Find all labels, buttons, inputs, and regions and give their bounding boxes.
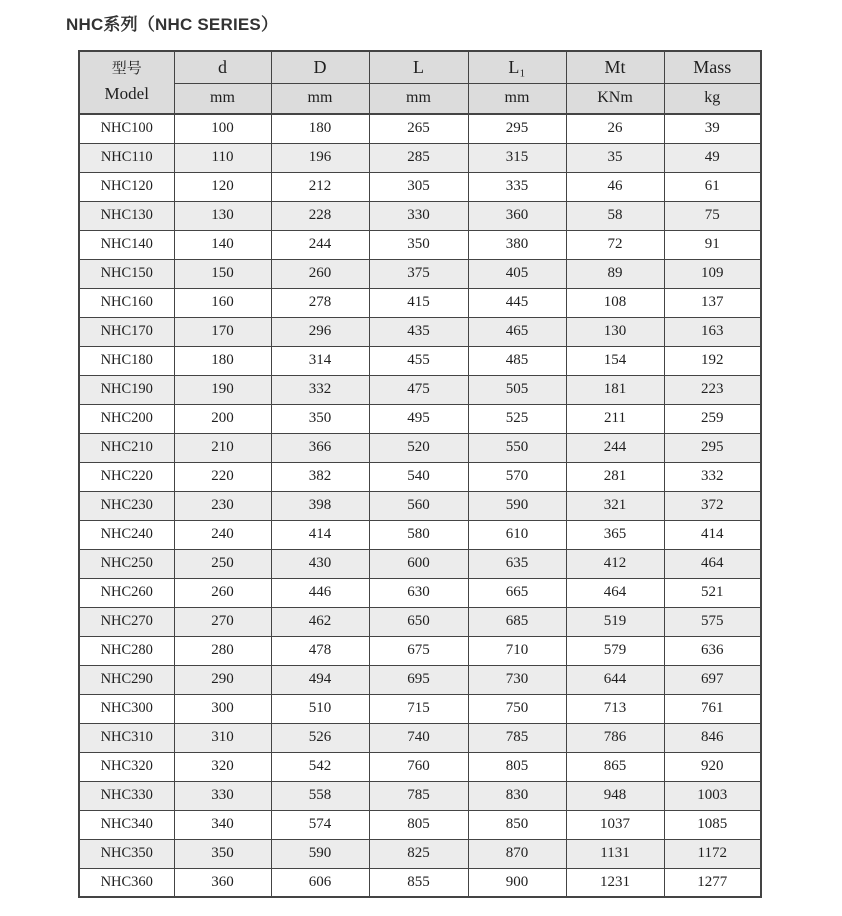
value-cell-D: 510 — [271, 694, 369, 723]
value-cell-D: 366 — [271, 433, 369, 462]
value-cell-L1: 380 — [468, 230, 566, 259]
table-row — [79, 114, 761, 143]
value-cell-Mass: 920 — [664, 752, 761, 781]
table-header — [79, 51, 761, 114]
model-cell: NHC210 — [79, 433, 174, 462]
value-cell-L: 265 — [369, 114, 468, 143]
table-row — [79, 317, 761, 346]
value-cell-d: 110 — [174, 143, 271, 172]
value-cell-L1: 505 — [468, 375, 566, 404]
model-cell: NHC120 — [79, 172, 174, 201]
value-cell-L: 375 — [369, 259, 468, 288]
model-cell: NHC260 — [79, 578, 174, 607]
value-cell-L: 475 — [369, 375, 468, 404]
header-row-units — [79, 83, 761, 114]
value-cell-d: 230 — [174, 491, 271, 520]
model-cell: NHC280 — [79, 636, 174, 665]
value-cell-D: 430 — [271, 549, 369, 578]
column-header-L1: L₁ — [468, 51, 566, 83]
model-cell: NHC140 — [79, 230, 174, 259]
value-cell-d: 350 — [174, 839, 271, 868]
value-cell-Mass: 223 — [664, 375, 761, 404]
value-cell-L: 760 — [369, 752, 468, 781]
model-cell: NHC180 — [79, 346, 174, 375]
value-cell-Mt: 89 — [566, 259, 664, 288]
value-cell-Mt: 412 — [566, 549, 664, 578]
value-cell-Mt: 865 — [566, 752, 664, 781]
value-cell-Mass: 49 — [664, 143, 761, 172]
value-cell-D: 314 — [271, 346, 369, 375]
value-cell-L1: 525 — [468, 404, 566, 433]
model-header-cn: 型号 — [111, 60, 142, 77]
value-cell-L: 650 — [369, 607, 468, 636]
value-cell-L1: 750 — [468, 694, 566, 723]
page-title: NHC系列（NHC SERIES） — [66, 15, 279, 34]
value-cell-L1: 710 — [468, 636, 566, 665]
value-cell-Mt: 181 — [566, 375, 664, 404]
value-cell-Mass: 846 — [664, 723, 761, 752]
unit-header-Mass: kg — [664, 83, 761, 114]
value-cell-D: 446 — [271, 578, 369, 607]
value-cell-Mt: 1131 — [566, 839, 664, 868]
value-cell-L1: 445 — [468, 288, 566, 317]
value-cell-Mass: 163 — [664, 317, 761, 346]
value-cell-Mt: 46 — [566, 172, 664, 201]
model-cell: NHC350 — [79, 839, 174, 868]
value-cell-Mass: 414 — [664, 520, 761, 549]
value-cell-L: 825 — [369, 839, 468, 868]
value-cell-L1: 465 — [468, 317, 566, 346]
value-cell-Mass: 1003 — [664, 781, 761, 810]
model-cell: NHC240 — [79, 520, 174, 549]
value-cell-L1: 830 — [468, 781, 566, 810]
value-cell-D: 180 — [271, 114, 369, 143]
unit-header-L: mm — [369, 83, 468, 114]
value-cell-d: 250 — [174, 549, 271, 578]
value-cell-d: 160 — [174, 288, 271, 317]
value-cell-Mt: 154 — [566, 346, 664, 375]
value-cell-L1: 850 — [468, 810, 566, 839]
model-cell: NHC160 — [79, 288, 174, 317]
value-cell-Mass: 91 — [664, 230, 761, 259]
table-row — [79, 201, 761, 230]
table-row — [79, 143, 761, 172]
table-row — [79, 520, 761, 549]
value-cell-D: 196 — [271, 143, 369, 172]
table-row — [79, 462, 761, 491]
value-cell-L1: 665 — [468, 578, 566, 607]
value-cell-L: 285 — [369, 143, 468, 172]
value-cell-Mass: 75 — [664, 201, 761, 230]
column-header-d: d — [174, 51, 271, 83]
value-cell-D: 462 — [271, 607, 369, 636]
value-cell-D: 296 — [271, 317, 369, 346]
table-row — [79, 723, 761, 752]
value-cell-D: 398 — [271, 491, 369, 520]
value-cell-Mass: 259 — [664, 404, 761, 433]
model-cell: NHC100 — [79, 114, 174, 143]
value-cell-d: 130 — [174, 201, 271, 230]
table-row — [79, 433, 761, 462]
value-cell-d: 320 — [174, 752, 271, 781]
value-cell-Mass: 1085 — [664, 810, 761, 839]
value-cell-D: 526 — [271, 723, 369, 752]
value-cell-L: 715 — [369, 694, 468, 723]
value-cell-Mt: 519 — [566, 607, 664, 636]
value-cell-L: 675 — [369, 636, 468, 665]
value-cell-Mt: 26 — [566, 114, 664, 143]
value-cell-Mt: 1037 — [566, 810, 664, 839]
table-row — [79, 781, 761, 810]
value-cell-L1: 805 — [468, 752, 566, 781]
table-row — [79, 665, 761, 694]
value-cell-d: 200 — [174, 404, 271, 433]
value-cell-d: 340 — [174, 810, 271, 839]
model-cell: NHC290 — [79, 665, 174, 694]
value-cell-L1: 610 — [468, 520, 566, 549]
value-cell-d: 300 — [174, 694, 271, 723]
table-row — [79, 230, 761, 259]
table-row — [79, 810, 761, 839]
value-cell-D: 414 — [271, 520, 369, 549]
value-cell-Mass: 575 — [664, 607, 761, 636]
unit-header-d: mm — [174, 83, 271, 114]
model-cell: NHC340 — [79, 810, 174, 839]
value-cell-d: 180 — [174, 346, 271, 375]
value-cell-d: 310 — [174, 723, 271, 752]
table-row — [79, 491, 761, 520]
table-row — [79, 839, 761, 868]
value-cell-d: 270 — [174, 607, 271, 636]
column-header-Mt: Mt — [566, 51, 664, 83]
value-cell-d: 150 — [174, 259, 271, 288]
value-cell-D: 558 — [271, 781, 369, 810]
value-cell-L: 455 — [369, 346, 468, 375]
value-cell-L1: 900 — [468, 868, 566, 897]
unit-header-D: mm — [271, 83, 369, 114]
model-cell: NHC300 — [79, 694, 174, 723]
value-cell-Mt: 108 — [566, 288, 664, 317]
value-cell-L1: 730 — [468, 665, 566, 694]
value-cell-d: 210 — [174, 433, 271, 462]
model-cell: NHC220 — [79, 462, 174, 491]
value-cell-Mass: 697 — [664, 665, 761, 694]
value-cell-Mt: 321 — [566, 491, 664, 520]
value-cell-d: 330 — [174, 781, 271, 810]
value-cell-L: 330 — [369, 201, 468, 230]
column-header-L: L — [369, 51, 468, 83]
value-cell-D: 260 — [271, 259, 369, 288]
value-cell-L: 435 — [369, 317, 468, 346]
value-cell-Mt: 644 — [566, 665, 664, 694]
value-cell-L1: 785 — [468, 723, 566, 752]
model-cell: NHC170 — [79, 317, 174, 346]
model-cell: NHC200 — [79, 404, 174, 433]
value-cell-d: 220 — [174, 462, 271, 491]
table-row — [79, 346, 761, 375]
model-cell: NHC230 — [79, 491, 174, 520]
value-cell-Mass: 761 — [664, 694, 761, 723]
model-cell: NHC250 — [79, 549, 174, 578]
value-cell-Mass: 137 — [664, 288, 761, 317]
value-cell-L1: 295 — [468, 114, 566, 143]
value-cell-L: 740 — [369, 723, 468, 752]
value-cell-L1: 570 — [468, 462, 566, 491]
value-cell-L: 305 — [369, 172, 468, 201]
value-cell-Mt: 72 — [566, 230, 664, 259]
table-row — [79, 288, 761, 317]
value-cell-Mass: 1172 — [664, 839, 761, 868]
value-cell-D: 606 — [271, 868, 369, 897]
model-cell: NHC310 — [79, 723, 174, 752]
value-cell-Mass: 332 — [664, 462, 761, 491]
table-row — [79, 636, 761, 665]
value-cell-L: 560 — [369, 491, 468, 520]
table-row — [79, 752, 761, 781]
value-cell-d: 280 — [174, 636, 271, 665]
value-cell-D: 590 — [271, 839, 369, 868]
value-cell-Mass: 464 — [664, 549, 761, 578]
value-cell-Mass: 521 — [664, 578, 761, 607]
value-cell-L1: 315 — [468, 143, 566, 172]
column-header-Mass: Mass — [664, 51, 761, 83]
table-row — [79, 868, 761, 897]
unit-header-L1: mm — [468, 83, 566, 114]
model-cell: NHC330 — [79, 781, 174, 810]
table-row — [79, 607, 761, 636]
value-cell-d: 190 — [174, 375, 271, 404]
value-cell-Mass: 61 — [664, 172, 761, 201]
table-row — [79, 259, 761, 288]
header-row-names — [79, 51, 761, 83]
model-cell: NHC360 — [79, 868, 174, 897]
model-cell: NHC110 — [79, 143, 174, 172]
value-cell-D: 542 — [271, 752, 369, 781]
value-cell-Mt: 579 — [566, 636, 664, 665]
value-cell-Mt: 713 — [566, 694, 664, 723]
value-cell-Mt: 365 — [566, 520, 664, 549]
value-cell-D: 228 — [271, 201, 369, 230]
value-cell-Mt: 948 — [566, 781, 664, 810]
value-cell-L: 785 — [369, 781, 468, 810]
model-cell: NHC130 — [79, 201, 174, 230]
value-cell-L1: 360 — [468, 201, 566, 230]
model-cell: NHC190 — [79, 375, 174, 404]
value-cell-Mt: 1231 — [566, 868, 664, 897]
value-cell-d: 290 — [174, 665, 271, 694]
value-cell-Mt: 281 — [566, 462, 664, 491]
value-cell-L: 415 — [369, 288, 468, 317]
table-row — [79, 172, 761, 201]
value-cell-Mt: 35 — [566, 143, 664, 172]
value-cell-D: 332 — [271, 375, 369, 404]
value-cell-L: 580 — [369, 520, 468, 549]
model-header-en: Model — [104, 83, 149, 103]
value-cell-Mass: 636 — [664, 636, 761, 665]
nhc-spec-table — [78, 50, 762, 898]
value-cell-L: 805 — [369, 810, 468, 839]
value-cell-L: 600 — [369, 549, 468, 578]
value-cell-L1: 550 — [468, 433, 566, 462]
table-row — [79, 578, 761, 607]
value-cell-Mt: 464 — [566, 578, 664, 607]
value-cell-L1: 590 — [468, 491, 566, 520]
model-column-header — [79, 51, 174, 114]
value-cell-Mt: 786 — [566, 723, 664, 752]
value-cell-d: 240 — [174, 520, 271, 549]
value-cell-L1: 335 — [468, 172, 566, 201]
value-cell-L: 520 — [369, 433, 468, 462]
value-cell-L1: 485 — [468, 346, 566, 375]
value-cell-D: 478 — [271, 636, 369, 665]
value-cell-Mass: 372 — [664, 491, 761, 520]
value-cell-L1: 635 — [468, 549, 566, 578]
model-cell: NHC320 — [79, 752, 174, 781]
value-cell-D: 382 — [271, 462, 369, 491]
value-cell-D: 244 — [271, 230, 369, 259]
value-cell-d: 360 — [174, 868, 271, 897]
value-cell-L: 495 — [369, 404, 468, 433]
value-cell-D: 278 — [271, 288, 369, 317]
column-header-D: D — [271, 51, 369, 83]
table-row — [79, 404, 761, 433]
value-cell-Mt: 130 — [566, 317, 664, 346]
value-cell-L: 540 — [369, 462, 468, 491]
value-cell-Mt: 244 — [566, 433, 664, 462]
value-cell-d: 260 — [174, 578, 271, 607]
table-row — [79, 549, 761, 578]
value-cell-L1: 405 — [468, 259, 566, 288]
model-cell: NHC150 — [79, 259, 174, 288]
value-cell-L1: 870 — [468, 839, 566, 868]
value-cell-d: 140 — [174, 230, 271, 259]
value-cell-Mass: 39 — [664, 114, 761, 143]
value-cell-L: 630 — [369, 578, 468, 607]
value-cell-Mt: 211 — [566, 404, 664, 433]
value-cell-L: 695 — [369, 665, 468, 694]
table-row — [79, 375, 761, 404]
value-cell-Mass: 295 — [664, 433, 761, 462]
value-cell-Mass: 109 — [664, 259, 761, 288]
value-cell-d: 120 — [174, 172, 271, 201]
value-cell-d: 170 — [174, 317, 271, 346]
value-cell-D: 574 — [271, 810, 369, 839]
value-cell-D: 350 — [271, 404, 369, 433]
value-cell-L: 855 — [369, 868, 468, 897]
model-cell: NHC270 — [79, 607, 174, 636]
value-cell-d: 100 — [174, 114, 271, 143]
table-body — [79, 114, 761, 897]
value-cell-L: 350 — [369, 230, 468, 259]
value-cell-D: 494 — [271, 665, 369, 694]
value-cell-L1: 685 — [468, 607, 566, 636]
unit-header-Mt: KNm — [566, 83, 664, 114]
value-cell-Mass: 1277 — [664, 868, 761, 897]
value-cell-Mass: 192 — [664, 346, 761, 375]
value-cell-D: 212 — [271, 172, 369, 201]
table-row — [79, 694, 761, 723]
value-cell-Mt: 58 — [566, 201, 664, 230]
